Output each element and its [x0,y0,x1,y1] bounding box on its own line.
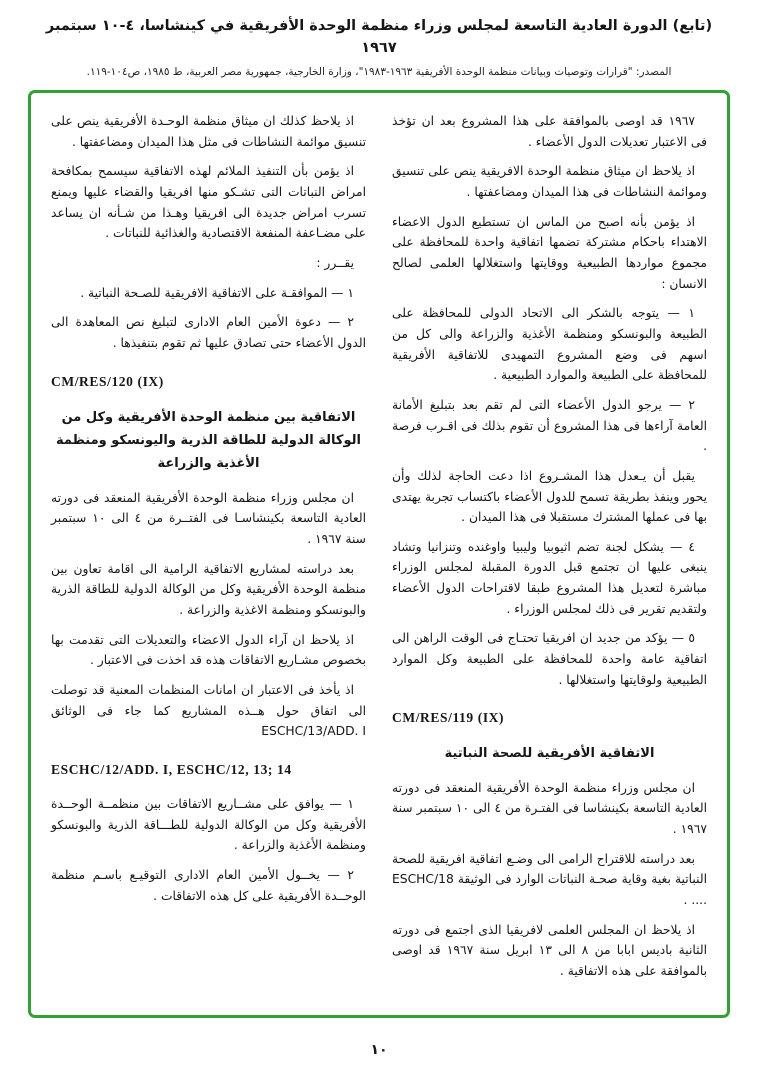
paragraph: يقبل أن يـعدل هذا المشـروع اذا دعت الحاجة لذلك وأن يحور وينفذ بطريقة تسمح للدول الأعضاء باكتساب تجربة يهتدى بها فى عملها المشترك مستقبلا فى هذا الميدان . [392,468,707,525]
section-heading: الاتفاقية بين منظمة الوحدة الأفريقية وكل من الوكالة الدولية للطاقة الذرية واليونسكو ومنظمة الأغذية والزراعة [56,409,361,472]
paragraph: اذ يلاحظ ان المجلس العلمى لافريقيا الذى اجتمع فى دورته الثانية باديس ابابا من ٨ الى ١٣ ابريل سنة ١٩٦٧ قد اوصى بالموافقة على هذه الاتفاقية . [392,922,707,979]
source-line: المصدر: "قرارات وتوصيات وبيانات منظمة الوحدة الأفريقية ١٩٦٣-١٩٨٣"، وزارة الخارجية، جمهورية مصر العربية، ط ١٩٨٥، ص١٠٤-١١٩. [86,65,672,78]
paragraph: ٢ — يخــول الأمين العام الادارى التوقيـع باسـم منظمة الوحــدة الأفريقية على كل هذه الاتفاقات . [51,867,366,903]
paragraph: اذ يلاحظ كذلك ان ميثاق منظمة الوحـدة الأفريقية ينص على تنسيق موائمة النشاطات فى مثل هذا الميدان ومضاعفتها . [51,114,366,149]
paragraph: ان مجلس وزراء منظمة الوحدة الأفريقية المنعقد فى دورته العادية التاسعة بكينشاسـا فى الفتــرة من ٤ الى ١٠ سبتمبر سنة ١٩٦٧ . [51,490,367,547]
green-border-frame [28,90,730,1018]
resolution-reference: ESCHC/12/ADD. I, ESCHC/12, 13; 14 [51,761,292,777]
resolution-reference: CM/RES/119 (IX) [392,710,505,726]
paragraph: بعد دراسته للاقتراح الرامى الى وضـع اتفاقية افريقية للصحة النباتية بغية وقاية صحـة النباتات الوارد فى الوثيقة ESCHC/18 .... . [392,851,707,908]
page-header [0,0,758,78]
resolution-reference: CM/RES/120 (IX) [51,373,164,389]
paragraph: ١ — الموافقـة على الاتفاقية الافريقية للصـحة النباتية . [80,285,354,300]
paragraph: اذ يلاحظ ان ميثاق منظمة الوحدة الافريقية ينص على تنسيق وموائمة النشاطات فى هذا الميدان ومضاعفتها . [392,164,707,199]
paragraph: ٤ — يشكل لجنة تضم اثيوبيا وليبيا واوغنده وتنزانيا وتشاد ينبغى عليها ان تجتمع قبل الدورة المقبلة لمجلس الوزراء مباشرة لتعديل هذا المشروع طبقا لاقتراحات الدول الأعضاء ولتقديم تقرير فى ذلك لمجلس الوزراء . [392,539,707,616]
paragraph: اذ يؤمن بأنه اصبح من الماس ان تستطيع الدول الاعضاء الاهتداء باحكام مشتركة تضمها اتفاقية واحدة للمحافظة على مجموع مواردها الطبيعية ووقايتها واستغلالها العلمى لصالح الانسان : [392,214,707,291]
section-heading: الاتفاقية الأفريقية للصحة النباتية [444,746,655,762]
paragraph: يقــرر : [316,255,354,270]
paragraph: ١ — يوافق على مشــاريع الاتفاقات بين منظمــة الوحــدة الأفريقية وكل من الوكالة الدولية للطـــاقة الذرية والبونسكو ومنظمة الأغذية والزراعة . [51,796,366,853]
document-title: (تابع) الدورة العادية التاسعة لمجلس وزراء منظمة الوحدة الأفريقية في كينشاسا، ٤-١٠ سبتمبر ١٩٦٧ [45,18,713,56]
paragraph: ١ — يتوجه بالشكر الى الاتحاد الدولى للمحافظة على الطبيعة والبونسكو ومنظمة الأغذية والزراعة والى كل من اسهم فى وضع المشروع التمهيدى للاتفاقية الأفريقية للمحافظة على الطبيعة والموارد الطبيعية . [392,306,707,383]
page-number: ١٠ [370,1042,388,1058]
paragraph: بعد دراسته لمشاريع الاتفاقية الرامية الى اقامة تعاون بين منظمة الوحدة الأفريقية وكل من الوكالة الدولية للطاقة الذرية والبونسكو ومنظمة الاغذية والزراعة . [51,561,366,618]
paragraph: ٢ — دعوة الأمين العام الادارى لتبليغ نص المعاهدة الى الدول الأعضاء حتى تصادق عليها ثم تقوم بتنفيذها . [51,315,366,350]
paragraph: ٥ — يؤكد من جديد ان افريقيا تحتـاج فى الوقت الراهن الى اتفاقية عامة واحدة للمحافظة على الطبيعة وكل الموارد الطبيعية ولوقايتها واستغلالها . [392,631,707,687]
paragraph: ١٩٦٧ قد اوصى بالموافقة على هذا المشروع بعد ان تؤخذ فى الاعتبار تعديلات الدول الأعضاء . [392,114,707,149]
paragraph: ٢ — يرجو الدول الأعضاء التى لم تقم بعد بتبليغ الأمانة العامة آراءها فى هذا المشروع أن تقوم بذلك فى اقـرب فرصة . [392,397,707,454]
paragraph: اذ يؤمن بأن التنفيذ الملائم لهذه الاتفاقية سيسمح بمكافحة امراض النباتات التى تشـكو منها افريقيا والقضاء عليها ويمنع تسرب امراض جديدة الى افريقيا وهـذا من شـأنه ان يساعد على مضـاعفة المنفعة الاقتصادية والغذائية للنباتات . [51,164,366,241]
paragraph: اذ يأخذ فى الاعتبار ان امانات المنظمات المعنية قد توصلت الى اتفاق حول هــذه المشاريع كما جاء فى الوثائق ESCHC/13/ADD. I [51,682,366,739]
two-column-layout [51,111,707,997]
paragraph: ان مجلس وزراء منظمة الوحدة الأفريقية المنعقد فى دورته العادية التاسعة بكينشاسا فى الفتـرة من ٤ الى ١٠ سبتمبر سنة ١٩٦٧ . [392,780,708,837]
right-column [392,111,707,997]
left-column [51,111,366,997]
paragraph: اذ يلاحظ ان آراء الدول الاعضاء والتعديلات التى تقدمت بها بخصوص مشـاريع الاتفاقات هذه قد اخذت فى الاعتبار . [51,632,366,668]
